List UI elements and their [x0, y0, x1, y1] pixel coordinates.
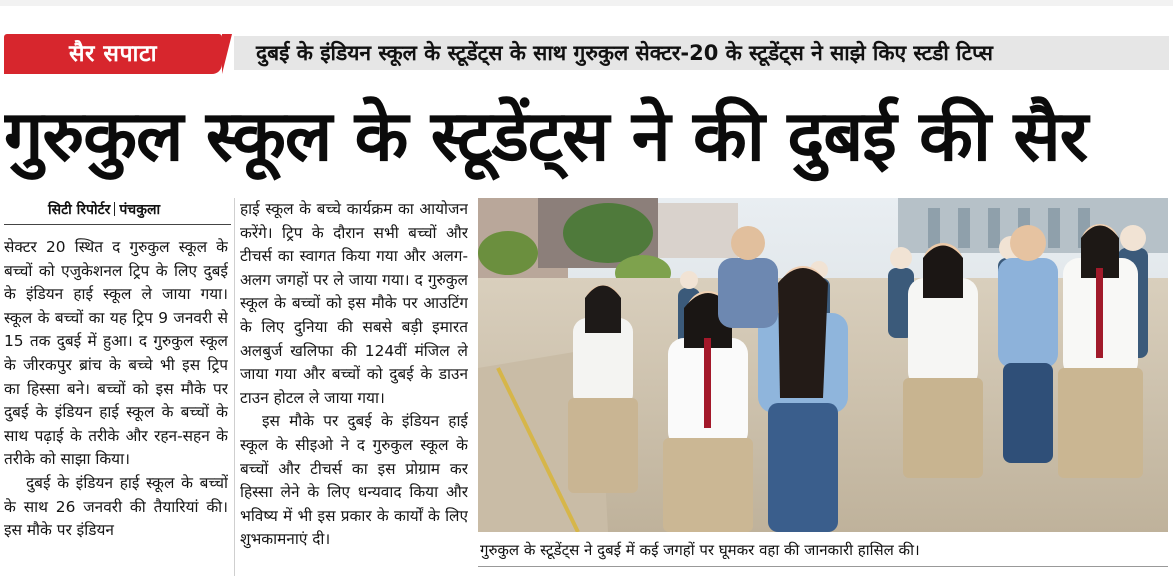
byline-rule — [4, 224, 231, 225]
students-photo — [478, 198, 1168, 532]
column1-paragraph-1: सेक्टर 20 स्थित द गुरुकुल स्कूल के बच्चों को एजुकेशनल ट्रिप के लिए दुबई के इंडियन हाई स्कूल ले जाया गया। स्कूल के बच्चों का यह ट्रिप 9 जनवरी से 15 तक दुबई में हुआ। द गुरुकुल स्कूल के जीरकपुर ब्रांच के बच्चे भी इस ट्रिप का हिस्सा बने। बच्चों को इस मौके पर दुबई के इंडियन हाई स्कूल के बच्चों के साथ पढ़ाई के तरीके और रहन-सहन के तरीके को साझा किया। — [4, 238, 228, 469]
column2-paragraph-1: हाई स्कूल के बच्चे कार्यक्रम का आयोजन करेंगे। ट्रिप के दौरान सभी बच्चों और टीचर्स का स्वागत किया गया और अलग-अलग जगहों पर ले जाया गया। द गुरुकुल स्कूल के बच्चों को इस मौके पर आउटिंग के लिए दुनिया की सबसे बड़ी इमारत अलबुर्ज खलिफा की 124वीं मंजिल ले जाया गया और बच्चों को दुबई के डाउन टाउन होटल ले जाया गया। — [240, 200, 468, 407]
column2-paragraph-2: इस मौके पर दुबई के इंडियन हाई स्कूल के सीइओ ने द गुरुकुल स्कूल के बच्चों और टीचर्स का इस प्रोग्राम कर हिस्सा लेने के लिए धन्यवाद किया और भविष्य में भी इस प्रकार के कार्यों के लिए शुभकामनाएं दी। — [240, 412, 468, 549]
headline: गुरुकुल स्कूल के स्टूडेंट्स ने की दुबई की सैर — [4, 95, 1088, 177]
students-photo-illustration — [478, 198, 1168, 532]
byline-reporter: सिटी रिपोर्टर — [48, 202, 111, 218]
byline — [48, 198, 238, 222]
article-column-2 — [240, 198, 468, 576]
column-divider — [234, 198, 235, 576]
byline-location: पंचकुला — [119, 202, 161, 218]
article-column-1 — [4, 236, 228, 576]
column1-paragraph-2: दुबई के इंडियन हाई स्कूल के बच्चों के साथ 26 जनवरी की तैयारियां की। इस मौके पर इंडियन — [4, 473, 228, 540]
top-strip — [0, 0, 1173, 6]
photo-caption: गुरुकुल के स्टूडेंट्स ने दुबई में कई जगहों पर घूमकर वहा की जानकारी हासिल की। — [480, 541, 920, 559]
subheadline: दुबई के इंडियन स्कूल के स्टूडेंट्स के साथ गुरुकुल सेक्टर-20 के स्टूडेंट्स ने साझे किए स्टडी टिप्स — [234, 36, 1169, 70]
section-tag: सैर सपाटा — [4, 34, 222, 74]
byline-separator — [114, 202, 115, 216]
caption-rule — [478, 566, 1168, 567]
